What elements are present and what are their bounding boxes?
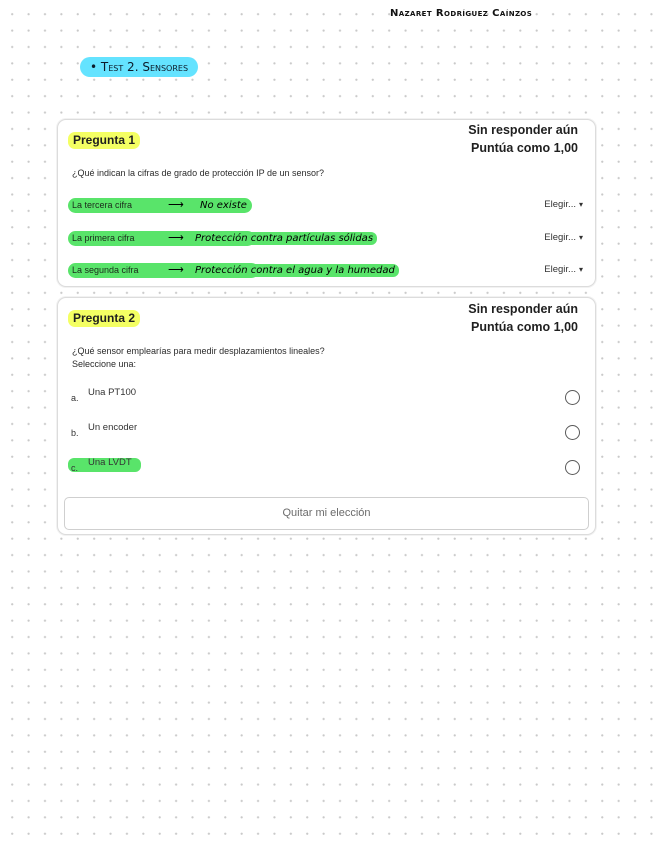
- question-1-state: [468, 121, 578, 157]
- question-1-card: [57, 119, 596, 287]
- question-1-score: Puntúa como 1,00: [471, 141, 578, 155]
- question-1-text: ¿Qué indican la cifras de grado de protección IP de un sensor?: [72, 168, 324, 178]
- arrow-right-icon: ⟶: [168, 232, 184, 244]
- option-letter: b.: [71, 428, 79, 438]
- author-name: Nazaret Rodríguez Caínzos: [390, 8, 533, 19]
- radio-button[interactable]: [565, 425, 580, 440]
- chevron-down-icon: ▾: [578, 265, 583, 274]
- topic-tag: • Test 2. Sensores: [80, 57, 198, 77]
- question-2-card: [57, 297, 596, 535]
- match-row-label: La primera cifra: [68, 231, 255, 246]
- question-2-score: Puntúa como 1,00: [471, 320, 578, 334]
- match-row: [68, 263, 583, 279]
- option-letter: c.: [71, 463, 79, 473]
- option-a[interactable]: [71, 387, 580, 409]
- chevron-down-icon: ▾: [578, 200, 583, 209]
- question-2-prompt: Seleccione una:: [72, 359, 137, 369]
- choice-dropdown[interactable]: Elegir... ▾: [544, 199, 583, 210]
- option-label: Una LVDT: [88, 457, 132, 468]
- match-row-label: La segunda cifra: [68, 263, 259, 278]
- option-label: Un encoder: [88, 422, 138, 433]
- choice-dropdown[interactable]: Elegir... ▾: [544, 232, 583, 243]
- match-row: [68, 198, 583, 214]
- match-row-label: La tercera cifra: [68, 198, 252, 213]
- question-2-status: Sin responder aún: [468, 302, 578, 316]
- question-2-text: ¿Qué sensor emplearías para medir desplazamientos lineales?: [72, 346, 325, 356]
- question-1-status: Sin responder aún: [468, 123, 578, 137]
- question-1-title: Pregunta 1: [68, 132, 140, 149]
- match-row: [68, 231, 583, 247]
- choice-dropdown[interactable]: Elegir... ▾: [544, 264, 583, 275]
- handwritten-answer: Protección contra el agua y la humedad: [193, 264, 399, 277]
- radio-button[interactable]: [565, 390, 580, 405]
- option-c[interactable]: [71, 457, 580, 479]
- question-2-state: [468, 300, 578, 336]
- option-b[interactable]: [71, 422, 580, 444]
- handwritten-answer: Protección contra partículas sólidas: [193, 232, 377, 245]
- arrow-right-icon: ⟶: [168, 199, 184, 211]
- clear-choice-button[interactable]: Quitar mi elección: [64, 497, 589, 530]
- handwritten-answer: No existe: [198, 199, 251, 212]
- option-letter: a.: [71, 393, 79, 403]
- arrow-right-icon: ⟶: [168, 264, 184, 276]
- option-label: Una PT100: [88, 387, 137, 398]
- question-2-title: Pregunta 2: [68, 310, 140, 327]
- radio-button[interactable]: [565, 460, 580, 475]
- chevron-down-icon: ▾: [578, 233, 583, 242]
